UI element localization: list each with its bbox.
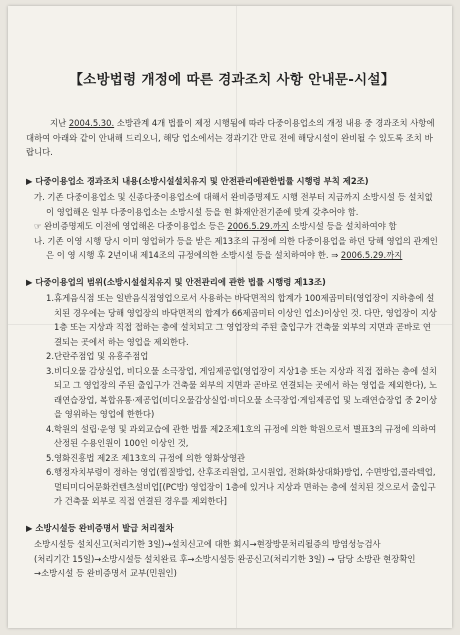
notice-title: 【소방법령 개정에 따른 경과조치 사항 안내문-시설】 — [69, 72, 395, 88]
section2-item-6: 6.행정자치부령이 정하는 영업(찜질방업, 산후조리원업, 고시원업, 전화(화상대화)방업, 수면방업,콜라텍업, 멀티미디어문화컨텐츠설비업[(PC방) 영업장이 1층에 있거나 지상과 면하는 층에 설치된 것으로서 출입구가 건축물 외부로 직접 연결된 경우를 제외한다] — [46, 467, 436, 506]
intro-date: 2004.5.30. — [68, 118, 115, 128]
section2-heading: ▶ 다중이용업의 범위(소방시설설치유지 및 안전관리에 관한 법률 시행령 제13조) — [26, 276, 326, 287]
section2-item-3: 3.비디오물 감상실업, 비디오물 소극장업, 게임제공업(영업장이 지상1층 또는 지상과 직접 접하는 층에 설치되고 그 영업장의 주된 출입구가 건축물 외부의 지면과 곧바로 연결되는 곳에서 하는 영업을 제외한다), 노래연습장업, 복합유통·제공업(비디오물감상실업·비디오물 소극장업·게임제공업 및 노래연습장업 중 2이상을 영위하는 영업에 한한다) — [46, 365, 438, 419]
star-note-post: 소방시설 등을 설치하여야 함 — [288, 221, 397, 231]
section1-item-ga: 가. 기존 다중이용업소 및 신종다중이용업소에 대해서 완비증명제도 시행 전부터 지금까지 소방시설 등 설치없이 영업해온 일부 다중이용업소는 소방시설 등을 현 화재안전기준에 맞게 갖추어야 함. — [34, 192, 433, 217]
intro-paragraph — [26, 116, 438, 160]
notice-paper — [8, 6, 452, 628]
intro-pre: 지난 — [50, 118, 69, 128]
section3-heading: ▶ 소방시설등 완비증명서 발급 처리절차 — [26, 522, 174, 533]
process-line-2: (처리기간 15일)→소방시설등 설치완료 후→소방시설등 완공신고(처리기한 3일) → 담당 소방관 현장확인 — [34, 553, 416, 564]
section2-item-5: 5.영화진흥법 제2조 제13호의 규정에 의한 영화상영관 — [46, 452, 246, 463]
section2-item-2: 2.단란주점업 및 유흥주점업 — [46, 351, 149, 361]
star-note-date: 2006.5.29.까지 — [227, 221, 289, 231]
section1-item-na — [34, 234, 438, 263]
process-line-3: →소방시설 등 완비증명서 교부(민원인) — [34, 568, 177, 578]
section2-item-4: 4.학원의 설립·운영 및 과외교습에 관한 법률 제2조제1호의 규정에 의한 학원으로서 별표3의 규정에 의하여 산정된 수용인원이 100인 이상인 것, — [46, 423, 437, 448]
na-pre: 나. 기존 이영 시행 당시 이미 영업허가 등을 받은 제13조의 규정에 의한 다중이용업을 하던 당해 영업의 관계인은 이 영 시행 후 2년이내 제14조의 규정에의한 소방시설 등을 설치하여야 한. ⇒ — [34, 235, 438, 260]
notice-content — [26, 18, 438, 581]
section1-star-note — [34, 219, 438, 234]
na-date: 2006.5.29.까지 — [340, 250, 403, 260]
star-note-pre: ☞ 완비증명제도 이전에 영업해온 다중이용업소 등은 — [34, 221, 228, 231]
intro-post: 소방관계 4개 법률이 제정 시행됨에 따라 다중이용업소의 개정 내용 중 경과조치 사항에 대하여 아래와 같이 안내해 드리오니, 해당 업소에서는 경과기간 만료 전에 해당시설이 완비될 수 있도록 조치 바랍니다. — [26, 118, 435, 157]
section1-heading: ▶ 다중이용업소 경과조치 내용(소방시설설치유지 및 안전관리에관한법률 시행령 부칙 제2조) — [26, 175, 369, 186]
section2-item-1: 1.휴게음식점 또는 일반음식점영업으로서 사용하는 바닥면적의 합계가 100제곱미터(영업장이 지하층에 설치된 경우에는 당해 영업장의 바닥면적의 합계가 66제곱미터 이상인 업소)이상인 것. 다만, 영업장이 지상1층 또는 지상과 직접 접하는 층에 설치되고 그 영업장의 주된 출입구가 건축물 외부의 지면과 곧바로 연결되는 곳에서 하는 영업을 제외한다. — [46, 293, 437, 347]
process-line-1: 소방시설등 설치신고(처리기한 3일)→설치신고에 대한 회시→현장방문처리될증의 방염성능검사 — [34, 539, 381, 549]
